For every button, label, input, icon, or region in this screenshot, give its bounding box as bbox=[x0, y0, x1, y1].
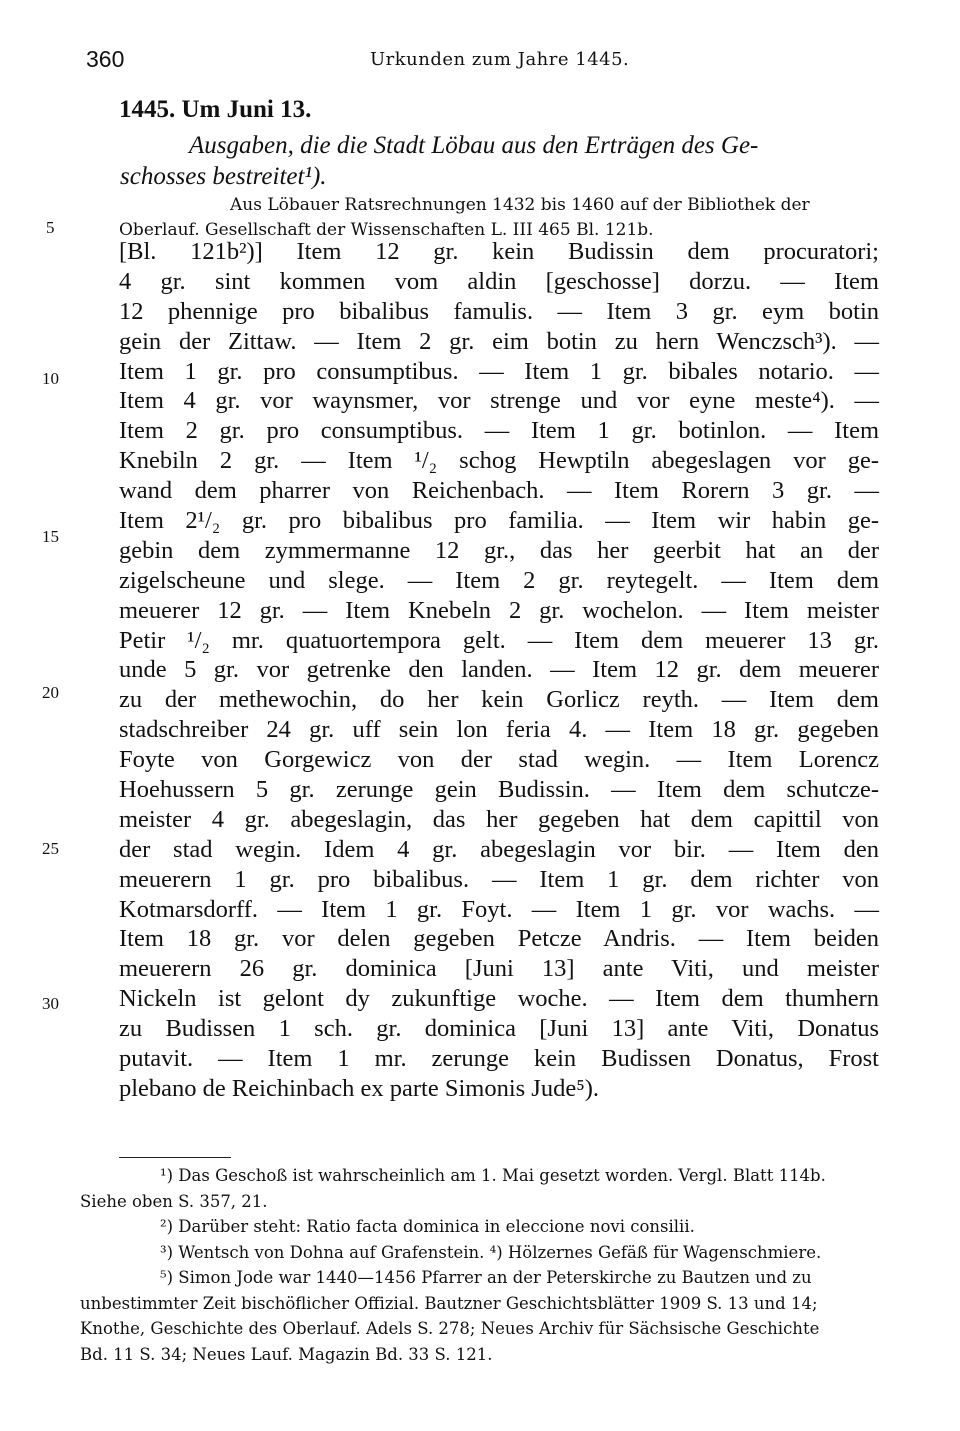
entry-title-line-2: schosses bestreitet¹). bbox=[120, 163, 327, 190]
page-number: 360 bbox=[86, 46, 125, 72]
footnote-rule bbox=[119, 1157, 231, 1158]
body-line: meuerer 12 gr. — Item Knebeln 2 gr. wochelon. — Item meister bbox=[119, 596, 879, 624]
body-line: unde 5 gr. vor getrenke den landen. — Item 12 gr. dem meuerer bbox=[119, 656, 879, 684]
line-number: 20 bbox=[42, 683, 59, 702]
running-head: Urkunden zum Jahre 1445. bbox=[370, 49, 630, 70]
body-line: Foyte von Gorgewicz von der stad wegin. — Item Lorencz bbox=[119, 746, 879, 774]
body-line: Item 2¹/₂ gr. pro bibalibus pro familia. — Item wir habin ge- bbox=[119, 507, 879, 535]
body-line: Item 18 gr. vor delen gegeben Petcze Andris. — Item beiden bbox=[119, 925, 879, 953]
footnote-line: Siehe oben S. 357, 21. bbox=[80, 1191, 268, 1211]
body-line: Knebiln 2 gr. — Item ¹/₂ schog Hewptiln abegeslagen vor ge- bbox=[119, 447, 879, 475]
body-line: meister 4 gr. abegeslagin, das her gegeben hat dem capittil von bbox=[119, 805, 879, 833]
footnotes bbox=[80, 1163, 877, 1367]
body-line: meuerern 26 gr. dominica [Juni 13] ante Viti, und meister bbox=[119, 955, 879, 983]
body-line: Nickeln ist gelont dy zukunftige woche. — Item dem thumhern bbox=[119, 985, 879, 1013]
entry-title bbox=[120, 130, 879, 192]
footnote-line: unbestimmter Zeit bischöflicher Offizial. Bautzner Geschichtsblätter 1909 S. 13 und 14; bbox=[80, 1293, 818, 1313]
body-line: stadschreiber 24 gr. uff sein lon feria 4. — Item 18 gr. gegeben bbox=[119, 716, 879, 744]
body-line: zu der methewochin, do her kein Gorlicz reyth. — Item dem bbox=[119, 686, 879, 714]
body-line: [Bl. 121b²)] Item 12 gr. kein Budissin dem procuratori; bbox=[119, 238, 879, 265]
entry-date: 1445. Um Juni 13. bbox=[119, 96, 312, 123]
line-number: 15 bbox=[42, 527, 59, 546]
page-header bbox=[86, 44, 876, 78]
body-line: plebano de Reichinbach ex parte Simonis Jude⁵). bbox=[119, 1074, 600, 1102]
footnote-line: ²) Darüber steht: Ratio facta dominica in eleccione novi consilii. bbox=[160, 1217, 695, 1236]
source-line-2: Oberlauf. Gesellschaft der Wissenschaften L. III 465 Bl. 121b. bbox=[119, 220, 654, 240]
body-line: der stad wegin. Idem 4 gr. abegeslagin vor bir. — Item den bbox=[119, 835, 879, 863]
body-line: gebin dem zymmermanne 12 gr., das her geerbit hat an der bbox=[119, 536, 879, 564]
footnote-line: ¹) Das Geschoß ist wahrscheinlich am 1. Mai gesetzt worden. Vergl. Blatt 114b. bbox=[160, 1166, 826, 1185]
body-line: meuerern 1 gr. pro bibalibus. — Item 1 gr. dem richter von bbox=[119, 865, 879, 893]
body-line: 12 phennige pro bibalibus famulis. — Item 3 gr. eym botin bbox=[119, 297, 879, 325]
footnote-line: ⁵) Simon Jode war 1440—1456 Pfarrer an der Peterskirche zu Bautzen und zu bbox=[160, 1268, 812, 1287]
line-number: 25 bbox=[42, 839, 59, 858]
source-note bbox=[119, 193, 877, 243]
body-line: wand dem pharrer von Reichenbach. — Item Rorern 3 gr. — bbox=[119, 477, 879, 505]
line-number: 10 bbox=[42, 369, 59, 388]
entry-title-line-1: Ausgaben, die die Stadt Löbau aus den Erträgen des Ge- bbox=[189, 132, 759, 159]
body-line: zu Budissen 1 sch. gr. dominica [Juni 13] ante Viti, Donatus bbox=[119, 1015, 879, 1043]
body-line: 4 gr. sint kommen vom aldin [geschosse] dorzu. — Item bbox=[119, 267, 879, 295]
source-line-1: Aus Löbauer Ratsrechnungen 1432 bis 1460 auf der Bibliothek der bbox=[230, 195, 810, 215]
body-line: putavit. — Item 1 mr. zerunge kein Budissen Donatus, Frost bbox=[119, 1045, 879, 1073]
body-line: gein der Zittaw. — Item 2 gr. eim botin zu hern Wenczsch³). — bbox=[119, 327, 879, 355]
body-line: Item 2 gr. pro consumptibus. — Item 1 gr. botinlon. — Item bbox=[119, 417, 879, 445]
body-text bbox=[119, 237, 879, 1104]
line-number: 30 bbox=[42, 994, 59, 1013]
footnote-line: Bd. 11 S. 34; Neues Lauf. Magazin Bd. 33 S. 121. bbox=[80, 1344, 493, 1364]
footnote-line: Knothe, Geschichte des Oberlauf. Adels S. 278; Neues Archiv für Sächsische Geschichte bbox=[80, 1319, 820, 1338]
body-line: Petir ¹/₂ mr. quatuortempora gelt. — Item dem meuerer 13 gr. bbox=[119, 626, 879, 654]
body-line: Item 1 gr. pro consumptibus. — Item 1 gr. bibales notario. — bbox=[119, 357, 879, 385]
body-line: Item 4 gr. vor waynsmer, vor strenge und vor eyne meste⁴). — bbox=[119, 387, 879, 415]
body-line: Hoehussern 5 gr. zerunge gein Budissin. — Item dem schutcze- bbox=[119, 776, 879, 804]
body-line: Kotmarsdorff. — Item 1 gr. Foyt. — Item 1 gr. vor wachs. — bbox=[119, 895, 879, 923]
footnote-line: ³) Wentsch von Dohna auf Grafenstein. ⁴) Hölzernes Gefäß für Wagenschmiere. bbox=[160, 1242, 822, 1262]
line-number: 5 bbox=[46, 218, 55, 237]
body-line: zigelscheune und slege. — Item 2 gr. reytegelt. — Item dem bbox=[119, 566, 879, 594]
